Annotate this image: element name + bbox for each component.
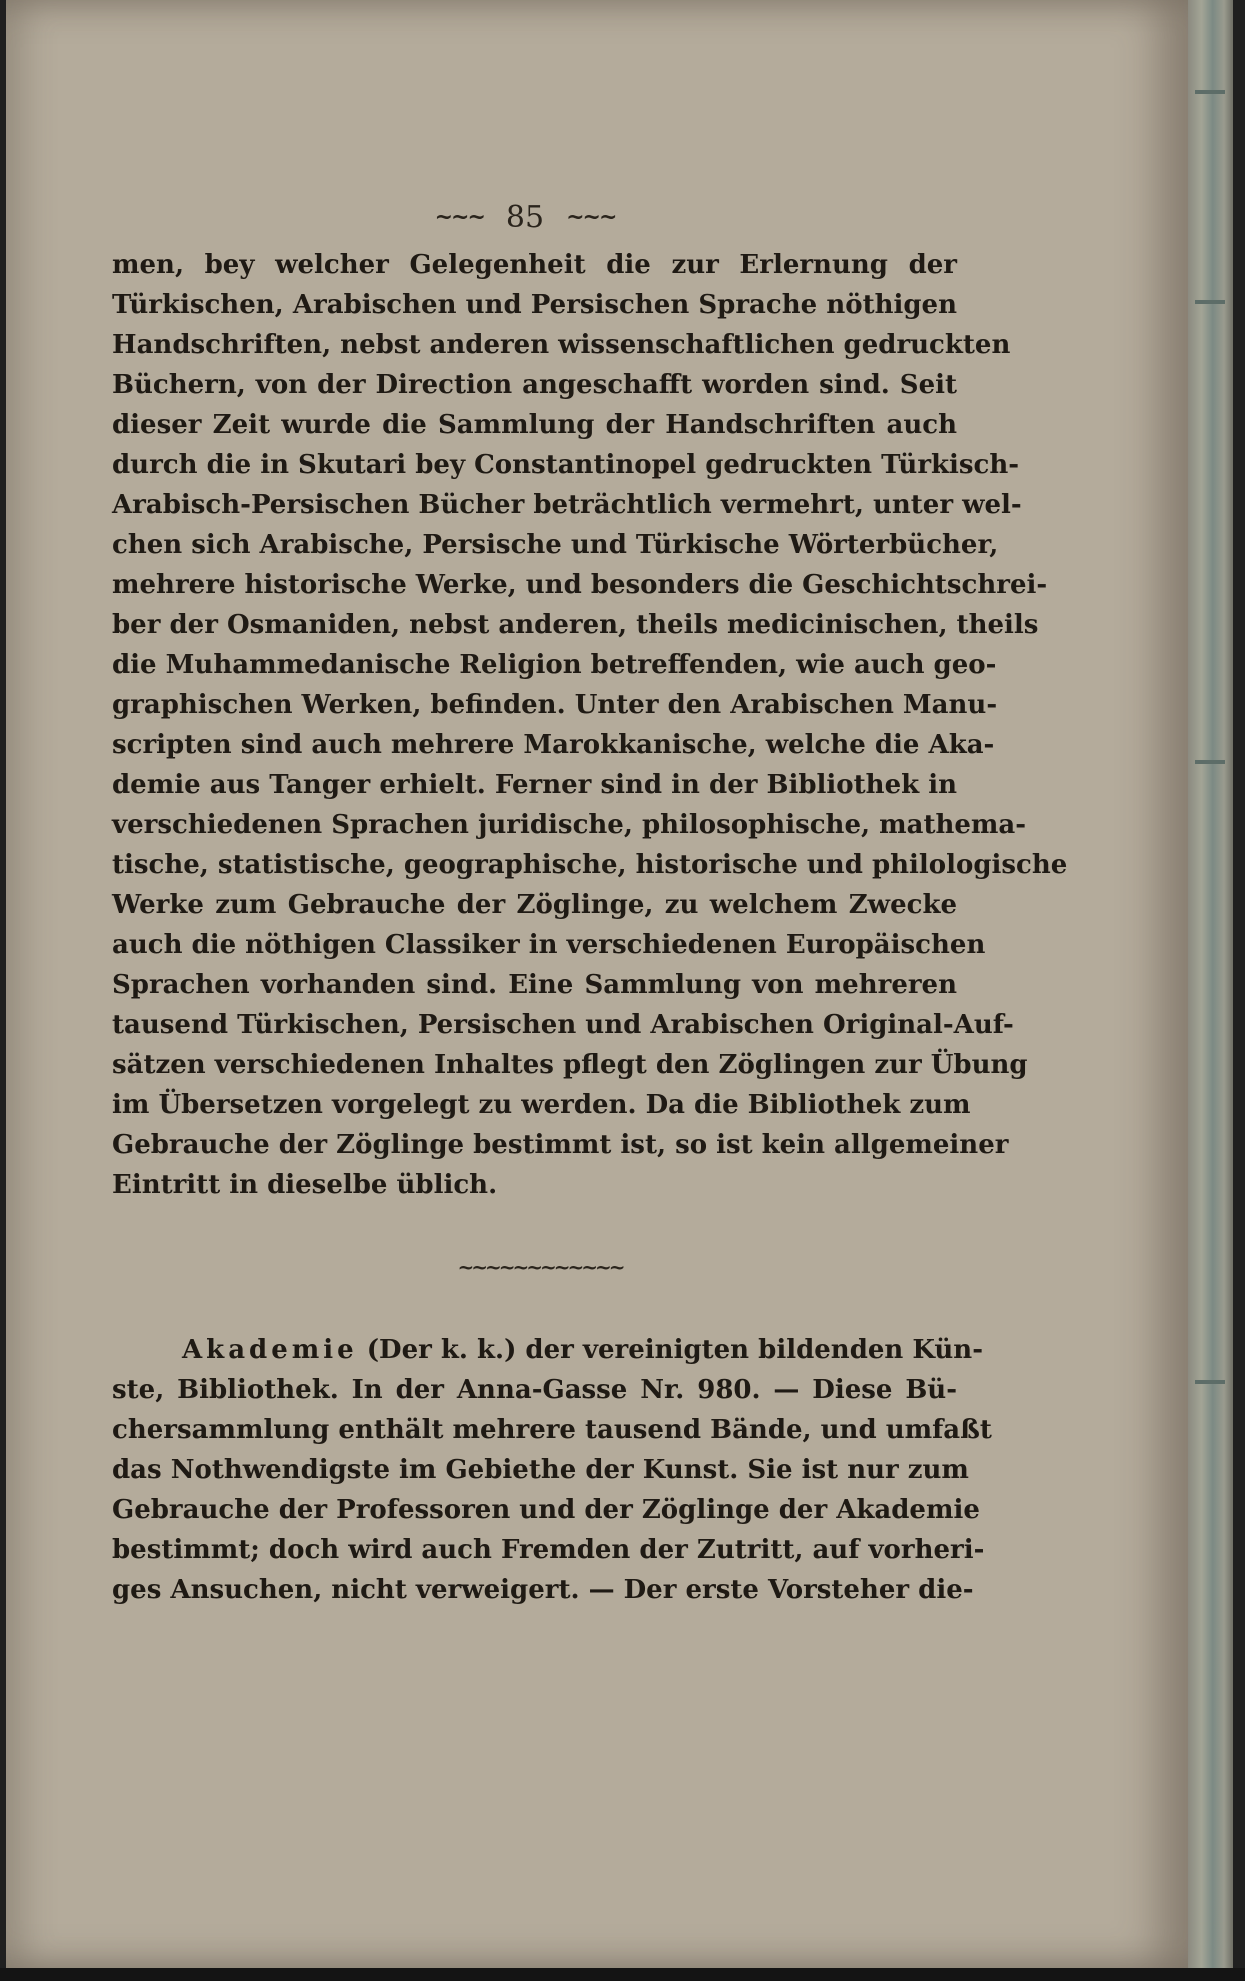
edge-mark — [1195, 90, 1225, 94]
page-number: 85 — [505, 199, 545, 235]
edge-mark — [1195, 1380, 1225, 1384]
page-header — [400, 197, 650, 237]
text-line: im Übersetzen vorgelegt zu werden. Da die Bibliothek zum — [112, 1090, 971, 1120]
text-line: Werke zum Gebrauche der Zöglinge, zu welchem Zwecke — [112, 890, 957, 920]
text-line: auch die nöthigen Classiker in verschiedenen Europäischen — [112, 930, 986, 960]
text-line: demie aus Tanger erhielt. Ferner sind in der Bibliothek in — [112, 770, 957, 800]
header-ornament-left: ~~~ — [434, 204, 484, 230]
text-line: dieser Zeit wurde die Sammlung der Handschriften auch — [112, 410, 957, 440]
text-line: scripten sind auch mehrere Marokkanische, welche die Aka- — [112, 730, 995, 760]
paragraph-library-oriental-academy — [112, 245, 1068, 1205]
text-line: mehrere historische Werke, und besonders die Geschichtschrei- — [112, 570, 1048, 600]
text-line: durch die in Skutari bey Constantinopel gedruckten Türkisch- — [112, 450, 1020, 480]
text-line: tische, statistische, geographische, historische und philologische — [112, 850, 1068, 880]
text-line: verschiedenen Sprachen juridische, philosophische, mathema- — [112, 810, 1027, 840]
entry-heading-rest: (Der k. k.) der vereinigten bildenden Kün- — [366, 1335, 983, 1365]
text-line: graphischen Werken, befinden. Unter den Arabischen Manu- — [112, 690, 998, 720]
text-line: bestimmt; doch wird auch Fremden der Zutritt, auf vorheri- — [112, 1535, 985, 1565]
text-line: das Nothwendigste im Gebiethe der Kunst. Sie ist nur zum — [112, 1455, 969, 1485]
text-line: die Muhammedanische Religion betreffenden, wie auch geo- — [112, 650, 997, 680]
text-line: ber der Osmaniden, nebst anderen, theils medicinischen, theils — [112, 610, 1039, 640]
text-line: Sprachen vorhanden sind. Eine Sammlung von mehreren — [112, 970, 957, 1000]
text-line: Arabisch-Persischen Bücher beträchtlich vermehrt, unter wel- — [112, 490, 1022, 520]
text-line: ste, Bibliothek. In der Anna-Gasse Nr. 980. — Diese Bü- — [112, 1375, 957, 1405]
text-line: Gebrauche der Professoren und der Zöglinge der Akademie — [112, 1495, 980, 1525]
text-line: chersammlung enthält mehrere tausend Bände, und umfaßt — [112, 1415, 992, 1445]
section-divider: ~~~~~~~~~~~~ — [457, 1255, 623, 1279]
text-line: Büchern, von der Direction angeschafft worden sind. Seit — [112, 370, 957, 400]
text-line: Türkischen, Arabischen und Persischen Sprache nöthigen — [112, 290, 957, 320]
page-edge — [1188, 0, 1233, 1968]
text-line: chen sich Arabische, Persische und Türkische Wörterbücher, — [112, 530, 999, 560]
text-line: Eintritt in dieselbe üblich. — [112, 1170, 498, 1200]
scan-bottom-band — [0, 1968, 1245, 1981]
text-line: Handschriften, nebst anderen wissenschaftlichen gedruckten — [112, 330, 1011, 360]
paragraph-academy-fine-arts — [112, 1330, 992, 1610]
entry-heading-word: Akademie — [182, 1335, 358, 1365]
text-line: sätzen verschiedenen Inhaltes pflegt den Zöglingen zur Übung — [112, 1050, 1028, 1080]
edge-mark — [1195, 760, 1225, 764]
text-line: ges Ansuchen, nicht verweigert. — Der erste Vorsteher die- — [112, 1575, 974, 1605]
text-line-heading — [112, 1330, 983, 1370]
text-line: Gebrauche der Zöglinge bestimmt ist, so ist kein allgemeiner — [112, 1130, 1009, 1160]
edge-mark — [1195, 300, 1225, 304]
header-ornament-right: ~~~ — [566, 204, 616, 230]
text-line: men, bey welcher Gelegenheit die zur Erlernung der — [112, 250, 957, 280]
text-line: tausend Türkischen, Persischen und Arabischen Original-Auf- — [112, 1010, 1014, 1040]
